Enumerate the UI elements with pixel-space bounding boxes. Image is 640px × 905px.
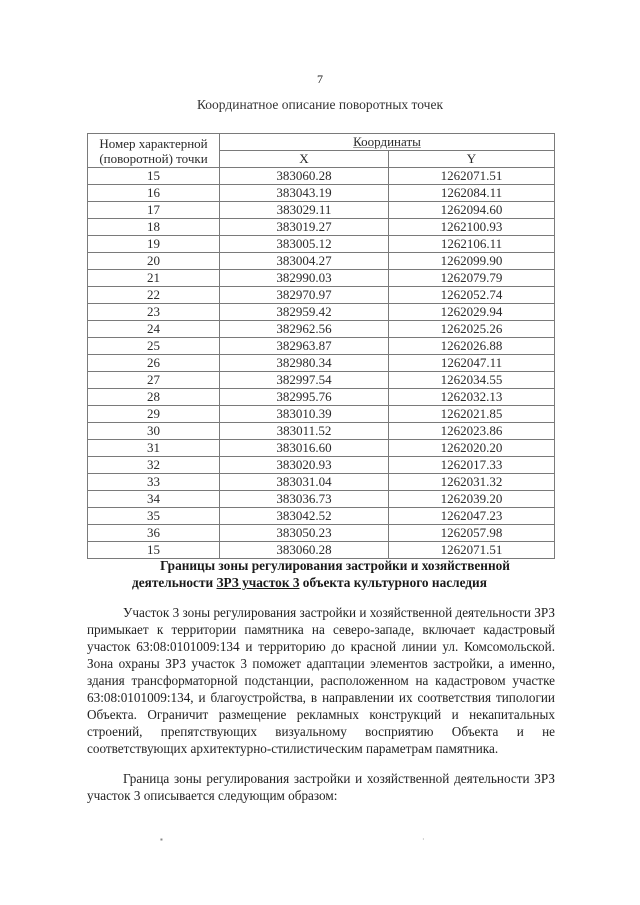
- y-coordinate-cell: 1262057.98: [389, 525, 555, 542]
- table-header-row: [88, 134, 555, 151]
- table-row: [88, 491, 555, 508]
- table-row: [88, 185, 555, 202]
- y-coordinate-cell: 1262039.20: [389, 491, 555, 508]
- table-row: [88, 406, 555, 423]
- table-row: [88, 338, 555, 355]
- point-number-cell: 19: [88, 236, 220, 253]
- y-coordinate-cell: 1262026.88: [389, 338, 555, 355]
- table-row: [88, 474, 555, 491]
- page-number: 7: [317, 72, 323, 86]
- table-row: [88, 508, 555, 525]
- x-coordinate-cell: 383043.19: [220, 185, 389, 202]
- point-number-cell: 16: [88, 185, 220, 202]
- point-number-cell: 30: [88, 423, 220, 440]
- y-column-header: Y: [389, 151, 555, 168]
- point-number-cell: 24: [88, 321, 220, 338]
- table-row: [88, 304, 555, 321]
- coordinates-table: [87, 133, 555, 559]
- x-coordinate-cell: 383031.04: [220, 474, 389, 491]
- y-coordinate-cell: 1262025.26: [389, 321, 555, 338]
- table-row: [88, 423, 555, 440]
- point-number-cell: 20: [88, 253, 220, 270]
- x-coordinate-cell: 383010.39: [220, 406, 389, 423]
- x-coordinate-cell: 383060.28: [220, 542, 389, 559]
- paragraph-1: Участок 3 зоны регулирования застройки и хозяйственной деятельности ЗРЗ примыкает к территории памятника на северо-западе, включает кадастровый участок 63:08:0101009:134 и территорию до красной линии ул. Комсомольской. Зона охраны ЗРЗ участок 3 поможет адаптации элементов застройки, а именно, здания трансформаторной подстанции, расположенном на кадастровом участке 63:08:0101009:134, и благоустройства, в направлении их соответствия типологии Объекта. Ограничит размещение рекламных конструкций и некапитальных строений, препятствующих визуальному восприятию Объекта и не соответствующих архитектурно-стилистическим параметрам памятника.: [87, 605, 555, 756]
- y-coordinate-cell: 1262084.11: [389, 185, 555, 202]
- table-row: [88, 389, 555, 406]
- x-coordinate-cell: 383020.93: [220, 457, 389, 474]
- point-number-cell: 36: [88, 525, 220, 542]
- heading-line-2: [100, 574, 560, 591]
- point-number-cell: 17: [88, 202, 220, 219]
- x-coordinate-cell: 382995.76: [220, 389, 389, 406]
- y-coordinate-cell: 1262047.11: [389, 355, 555, 372]
- x-coordinate-cell: 383050.23: [220, 525, 389, 542]
- paragraph-2: Граница зоны регулирования застройки и хозяйственной деятельности ЗРЗ участок 3 описывается следующим образом:: [87, 771, 555, 803]
- point-number-cell: 31: [88, 440, 220, 457]
- x-coordinate-cell: 382997.54: [220, 372, 389, 389]
- x-coordinate-cell: 383016.60: [220, 440, 389, 457]
- point-number-cell: 28: [88, 389, 220, 406]
- paragraph-zone-description: [87, 604, 555, 757]
- point-number-cell: 22: [88, 287, 220, 304]
- point-number-cell: 33: [88, 474, 220, 491]
- table-row: [88, 219, 555, 236]
- heading-prefix: деятельности: [132, 575, 217, 590]
- point-number-cell: 25: [88, 338, 220, 355]
- table-row: [88, 287, 555, 304]
- point-number-cell: 18: [88, 219, 220, 236]
- y-coordinate-cell: 1262032.13: [389, 389, 555, 406]
- y-coordinate-cell: 1262031.32: [389, 474, 555, 491]
- table-row: [88, 542, 555, 559]
- y-coordinate-cell: 1262100.93: [389, 219, 555, 236]
- point-number-cell: 15: [88, 168, 220, 185]
- y-coordinate-cell: 1262094.60: [389, 202, 555, 219]
- x-coordinate-cell: 383005.12: [220, 236, 389, 253]
- point-number-cell: 34: [88, 491, 220, 508]
- x-coordinate-cell: 382959.42: [220, 304, 389, 321]
- y-coordinate-cell: 1262020.20: [389, 440, 555, 457]
- point-number-cell: 32: [88, 457, 220, 474]
- table-row: [88, 440, 555, 457]
- table-row: [88, 525, 555, 542]
- y-coordinate-cell: 1262017.33: [389, 457, 555, 474]
- y-coordinate-cell: 1262099.90: [389, 253, 555, 270]
- y-coordinate-cell: 1262052.74: [389, 287, 555, 304]
- x-coordinate-cell: 383036.73: [220, 491, 389, 508]
- coordinates-group-header: Координаты: [220, 134, 555, 151]
- y-coordinate-cell: 1262079.79: [389, 270, 555, 287]
- y-coordinate-cell: 1262034.55: [389, 372, 555, 389]
- y-coordinate-cell: 1262071.51: [389, 168, 555, 185]
- heading-line-1: Границы зоны регулирования застройки и хозяйственной: [160, 558, 510, 573]
- x-coordinate-cell: 382980.34: [220, 355, 389, 372]
- x-coordinate-cell: 382970.97: [220, 287, 389, 304]
- point-number-cell: 27: [88, 372, 220, 389]
- y-coordinate-cell: 1262106.11: [389, 236, 555, 253]
- point-header-line2: (поворотной) точки: [99, 150, 208, 166]
- table-row: [88, 253, 555, 270]
- table-row: [88, 270, 555, 287]
- y-coordinate-cell: 1262021.85: [389, 406, 555, 423]
- scan-artifact: ▪: [160, 835, 163, 844]
- x-coordinate-cell: 383060.28: [220, 168, 389, 185]
- point-number-cell: 29: [88, 406, 220, 423]
- x-coordinate-cell: 383019.27: [220, 219, 389, 236]
- heading-suffix: объекта культурного наследия: [299, 575, 487, 590]
- table-title: Координатное описание поворотных точек: [196, 97, 444, 112]
- y-coordinate-cell: 1262071.51: [389, 542, 555, 559]
- x-coordinate-cell: 383004.27: [220, 253, 389, 270]
- table-row: [88, 372, 555, 389]
- table-row: [88, 457, 555, 474]
- point-number-cell: 35: [88, 508, 220, 525]
- point-number-header: [88, 134, 220, 168]
- y-coordinate-cell: 1262047.23: [389, 508, 555, 525]
- scan-artifact: ·: [422, 835, 425, 844]
- x-coordinate-cell: 383042.52: [220, 508, 389, 525]
- paragraph-boundary-intro: [87, 770, 555, 804]
- table-row: [88, 202, 555, 219]
- heading-zone-label: ЗРЗ участок 3: [216, 575, 300, 590]
- table-row: [88, 168, 555, 185]
- point-number-cell: 23: [88, 304, 220, 321]
- x-coordinate-cell: 382990.03: [220, 270, 389, 287]
- point-number-cell: 15: [88, 542, 220, 559]
- x-column-header: X: [220, 151, 389, 168]
- point-header-line1: Номер характерной: [99, 135, 208, 151]
- x-coordinate-cell: 382962.56: [220, 321, 389, 338]
- table-row: [88, 236, 555, 253]
- point-number-cell: 21: [88, 270, 220, 287]
- table-row: [88, 321, 555, 338]
- y-coordinate-cell: 1262023.86: [389, 423, 555, 440]
- x-coordinate-cell: 383011.52: [220, 423, 389, 440]
- x-coordinate-cell: 383029.11: [220, 202, 389, 219]
- section-heading: [100, 557, 560, 591]
- y-coordinate-cell: 1262029.94: [389, 304, 555, 321]
- x-coordinate-cell: 382963.87: [220, 338, 389, 355]
- table-row: [88, 355, 555, 372]
- point-number-cell: 26: [88, 355, 220, 372]
